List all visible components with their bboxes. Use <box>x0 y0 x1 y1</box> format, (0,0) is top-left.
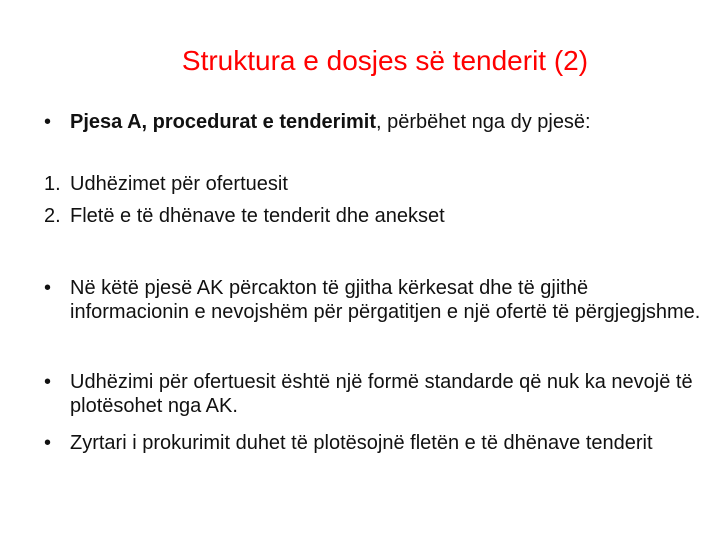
bullet-text: Zyrtari i prokurimit duhet të plotësojnë fletën e të dhënave tenderit <box>70 432 653 454</box>
bullet-marker: • <box>44 432 52 454</box>
numbered-item-1 <box>44 172 704 196</box>
number-marker: 2. <box>44 205 61 227</box>
bullet-text: Në këtë pjesë AK përcakton të gjitha kërkesat dhe të gjithë informacionin e nevojshëm për përgatitjen e një ofertë të përgjegjshme. <box>70 277 701 323</box>
bullet-marker: • <box>44 371 52 393</box>
intro-text <box>70 110 704 134</box>
bullet-marker: • <box>44 111 52 133</box>
numbered-item-text: Udhëzimet për ofertuesit <box>70 173 288 195</box>
intro-bullet <box>44 110 704 134</box>
slide-title: Struktura e dosjes së tenderit (2) <box>181 45 589 76</box>
bullet-marker: • <box>44 277 52 299</box>
number-marker: 1. <box>44 173 61 195</box>
bullet-item-3 <box>44 431 704 455</box>
intro-bold-text: Pjesa A, procedurat e tenderimit <box>70 111 377 133</box>
bullet-text: Udhëzimi për ofertuesit është një formë standarde që nuk ka nevojë të plotësohet nga AK. <box>70 371 693 417</box>
intro-rest-text: , përbëhet nga dy pjesë: <box>376 111 591 133</box>
numbered-item-2 <box>44 204 704 228</box>
bullet-item-2 <box>44 370 704 418</box>
bullet-item-1 <box>44 276 704 324</box>
numbered-item-text: Fletë e të dhënave te tenderit dhe anekset <box>70 205 445 227</box>
